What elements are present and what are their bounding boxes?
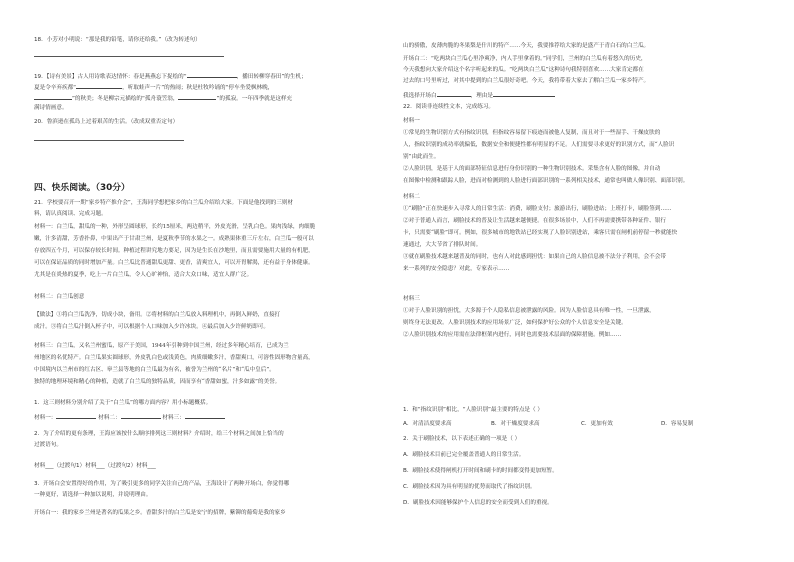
- r-material-2-line: 速通过，大大节省了排队时间。: [403, 242, 482, 248]
- mc-2-option-a[interactable]: A．刷脸技术目前已完全覆盖普通人的日常生活。: [403, 452, 525, 458]
- material-1-line: 可以在保证品质的同时增加产量。白兰瓜比普通甜瓜更甜、更香，清爽宜人，可以开胃解渴，还有益于身体健康。: [34, 260, 314, 266]
- blank-material-1[interactable]: [56, 413, 96, 419]
- material-1-line: 嫩，汁多清甜，芳香扑鼻，中果出产于甘肃兰州，是夏秋季节的水果之一。成熟果体重三斤左右，白兰瓜一般可以: [34, 236, 314, 242]
- mc-question-2: 2．关于刷脸技术，以下表述正确的一项是（ ）: [403, 436, 521, 442]
- question-21-line2: 料，请认真阅读、完成习题。: [34, 211, 107, 217]
- sub-question-3: 3．开场白会安置得好的作用，为了吸引更多的同学关注自己的产品，王海设计了两种开场白，你觉得哪: [34, 481, 290, 487]
- sub-question-1: 1．这三则材料分别介绍了关于“白兰瓜”的哪方面内容？用小标题概括。: [34, 400, 212, 406]
- r-material-3-line: ①对于人脸识别的担忧，大多源于个人隐私信息被泄露的风险。因为人脸信息具有唯一性，一旦泄露，: [403, 308, 655, 314]
- sub-question-2-fill[interactable]: 材料___（过渡句1）材料___（过渡句2）材料___: [34, 463, 156, 469]
- blank-19d[interactable]: [178, 94, 216, 100]
- r-material-1-line: ②人脸识别，是基于人的面部特征信息进行身份识别的一种生物识别技术。采集含有人脸的图像，并自动: [403, 166, 661, 172]
- r-material-2-line: ①“刷脸”正在快速步入寻常人的日常生活：消费，刷脸支付；旅游出行，刷脸进站；上班打卡，刷脸签到……: [403, 206, 672, 212]
- r-material-2-line: 来一系列的安全隐患？对此，专家表示……: [403, 266, 510, 272]
- material-3-heading: 材料三: [403, 296, 420, 302]
- blank-material-2[interactable]: [121, 413, 161, 419]
- r-material-1-line: 在图像中检测和跟踪人脸，进而对检测到的人脸进行面部识别的一系列相关技术，通常也叫做人像识别、面部识别。: [403, 178, 689, 184]
- mc-question-1: 1．和“指纹识别”相比，“人脸识别”最主要的特点是（ ）: [403, 407, 543, 413]
- blank-material-3[interactable]: [185, 413, 225, 419]
- r-material-3-line: 则终身无法更改。人脸识别技术的应用场景广泛，如何保护好公众的个人信息安全是关键。: [403, 320, 627, 326]
- r-material-2-line: ②对于普通人而言，刷脸技术的普及让生活越来越便捷。在很多场景中，人们不再需要携带各种证件、银行: [403, 218, 666, 224]
- question-19-line4: 满诗情画意。: [34, 105, 68, 111]
- material-1-line: 尤其是在炎热的夏季，吃上一片白兰瓜，令人心旷神怡，适合大众口味，适宜人群广泛。: [34, 272, 253, 278]
- material-3-line: 材料三：白兰瓜，又名兰州蜜瓜，原产于美国，1944年引种到中国兰州，经过多年精心培育，已成为兰: [34, 343, 289, 349]
- r-material-2-line: ③就在刷脸技术越来越普及的同时，也有人对此感到担忧：如果自己的人脸信息被不法分子利用，会不会带: [403, 254, 666, 260]
- section-heading: 四、快乐阅读。（30分）: [34, 183, 130, 193]
- question-22: 22．阅读非连续性文本，完成练习。: [403, 104, 495, 110]
- sub-question-2: 2．为了介绍的更有条理，王海应该按什么顺序排列这三则材料？介绍时，给三个材料之间加上恰当的: [34, 431, 284, 437]
- opening-1: 开场白一：我的家乡兰州是著名的瓜果之乡。香甜多汁的白兰瓜是安宁的招牌，紫铆的葡萄是我的家乡: [34, 510, 286, 516]
- material-3-line: 独特的地理环境和精心的种植，造就了白兰瓜的独特品质，因而享有“香甜如蜜，汁多如露”的美誉。: [34, 379, 281, 385]
- sub-question-1-fill: 材料一： 材料二： 材料三：: [34, 413, 225, 422]
- material-2-heading: 材料二: [403, 194, 420, 200]
- r-material-1-line: ①常见的生物识别方式有指纹识别，但指纹容易留下痕迹而被他人复制，而且对于一些湿手、干燥皮肤的: [403, 130, 661, 136]
- mc-1-option-d[interactable]: D．容易复制: [661, 421, 694, 427]
- question-19-line1: 19．【诗有美景】古人用诗歌表达情怀：春是燕燕忘下捉绘的“ ，播田转柳穿春田”的生机；: [34, 74, 307, 80]
- choice-fill: 我选择开场白 ，理由是: [403, 91, 555, 100]
- material-1-line: 存放四五个月，可以保存较长时间。种植过程讲究地力要足，因为是生长在沙地里，而且需要施用大量的有机肥，: [34, 248, 314, 254]
- mc-2-option-c[interactable]: C．刷脸技术因为具有明显的优势而取代了指纹识别。: [403, 484, 536, 490]
- r-material-3-line: ②人脸识别技术的应用需在法律框架内进行，同时也需要技术层面的保障措施。例如……: [403, 332, 622, 338]
- blank-19a[interactable]: [187, 72, 237, 78]
- question-19-line2: 夏是令辛弃疾都“ ，听取蛙声一片”的热闹；秋是杜牧吟诵的“停车坐爱枫林晚，: [34, 85, 274, 91]
- blank-19b[interactable]: [76, 83, 122, 89]
- question-20: 20．鲁滨逊在孤岛上过着艰苦的生活。（改成双重否定句）: [34, 119, 179, 125]
- sub-question-3-cont: 一种更好，请选择一种加以说明，并说明理由。: [34, 492, 152, 498]
- blank-choice[interactable]: [437, 91, 471, 97]
- answer-line-20[interactable]: [34, 140, 184, 141]
- blank-19c[interactable]: [34, 94, 72, 100]
- material-1-heading: 材料一: [403, 118, 420, 124]
- material-3-line: 中国境内以兰州市的红古区、皋兰县等地的白兰瓜最为有名，被誉为兰州的“名片”和“瓜中皇后”。: [34, 367, 275, 373]
- opening-2-line: 开场白二：“吃两块白兰瓜心里净爽净，内人手里拿着的。”同学们，兰州的白兰瓜有着悠久的历史，: [403, 56, 647, 62]
- material-1-line: 材料一：白兰瓜，甜瓜的一种，外形呈圆球形，长约15厘米，两边稍平，外皮光滑，呈乳白色。果肉浅绿，肉细脆: [34, 224, 316, 230]
- material-2-line: 成汁。③将白兰瓜汁倒入杯子中，可以根据个人口味加入少许冰块。④最后加入少许鲜奶即可。: [34, 324, 269, 330]
- mc-1-option-c[interactable]: C．更加有效: [581, 421, 613, 427]
- question-18: 18．小芳对小明说：“那是我的铅笔，请你还给我。”（改为转述句）: [34, 37, 201, 43]
- blank-reason[interactable]: [493, 91, 555, 97]
- r-material-2-line: 卡，只需要“刷脸”即可。例如，很多城市的地铁站已经实现了人脸识别进站，乘客只需在闸机前停留一秒就能快: [403, 230, 678, 236]
- r-material-1-line: 人，指纹识别的成功率就偏低，数据安全和便捷性都有明显的不足。人们需要寻求更好的识别方式，而“人脸识: [403, 142, 675, 148]
- opening-2-line: 今天我想向大家介绍这个名字听起来的瓜。“吃两块白兰瓜”这种诗句我特别喜欢……大家肯定都在: [403, 67, 644, 73]
- mc-2-option-b[interactable]: B．刷脸技术使得闸机打开时间和刷卡的时间都变得更加短暂。: [403, 468, 558, 474]
- sub-question-2-cont: 过渡语句。: [34, 442, 62, 448]
- material-3-line: 州地区的名优特产。白兰瓜果实圆球形，外皮乳白色或浅黄色，肉质细嫩多汁，香甜爽口，可溶性固形物含量高，: [34, 355, 314, 361]
- mc-1-option-b[interactable]: B．对干燥度要求高: [491, 421, 540, 427]
- r-material-1-line: 别”由此而生。: [403, 154, 440, 160]
- opening-2-line: 过去的口号里听过，对其中提到的白兰瓜很好奇吧。今天，我将带着大家去了解白兰瓜一家乡特产。: [403, 78, 650, 84]
- mc-2-option-d[interactable]: D．刷脸技术因能够保护个人信息的安全而受到人们的重视。: [403, 500, 553, 506]
- question-19-line3: ”的秋美；冬是柳宗元描绘的“孤舟蓑笠翁， ”的孤寂。一年四季就是这样充: [34, 94, 292, 103]
- mc-1-option-a[interactable]: A．对清洁度要求高: [403, 421, 452, 427]
- question-21-line1: 21．学校要召开一期“家乡特产推介会”，王海同学想把家乡的白兰瓜介绍给大家。下面是他找到的三则材: [34, 200, 294, 206]
- material-2-title: 材料二：白兰瓜创意: [34, 294, 85, 300]
- opening-1-continued: 山的骄傲，皮薄肉脆的冬果梨是什川的特产……今天，我要推荐给大家的是盛产于青白石的白兰瓜。: [403, 43, 650, 49]
- material-2-line: 【做法】①将白兰瓜洗净，切成小块，备用。②将材料的白兰瓜放入料理机中，再倒入鲜奶，直接打: [34, 312, 281, 318]
- answer-line-18[interactable]: [34, 56, 224, 57]
